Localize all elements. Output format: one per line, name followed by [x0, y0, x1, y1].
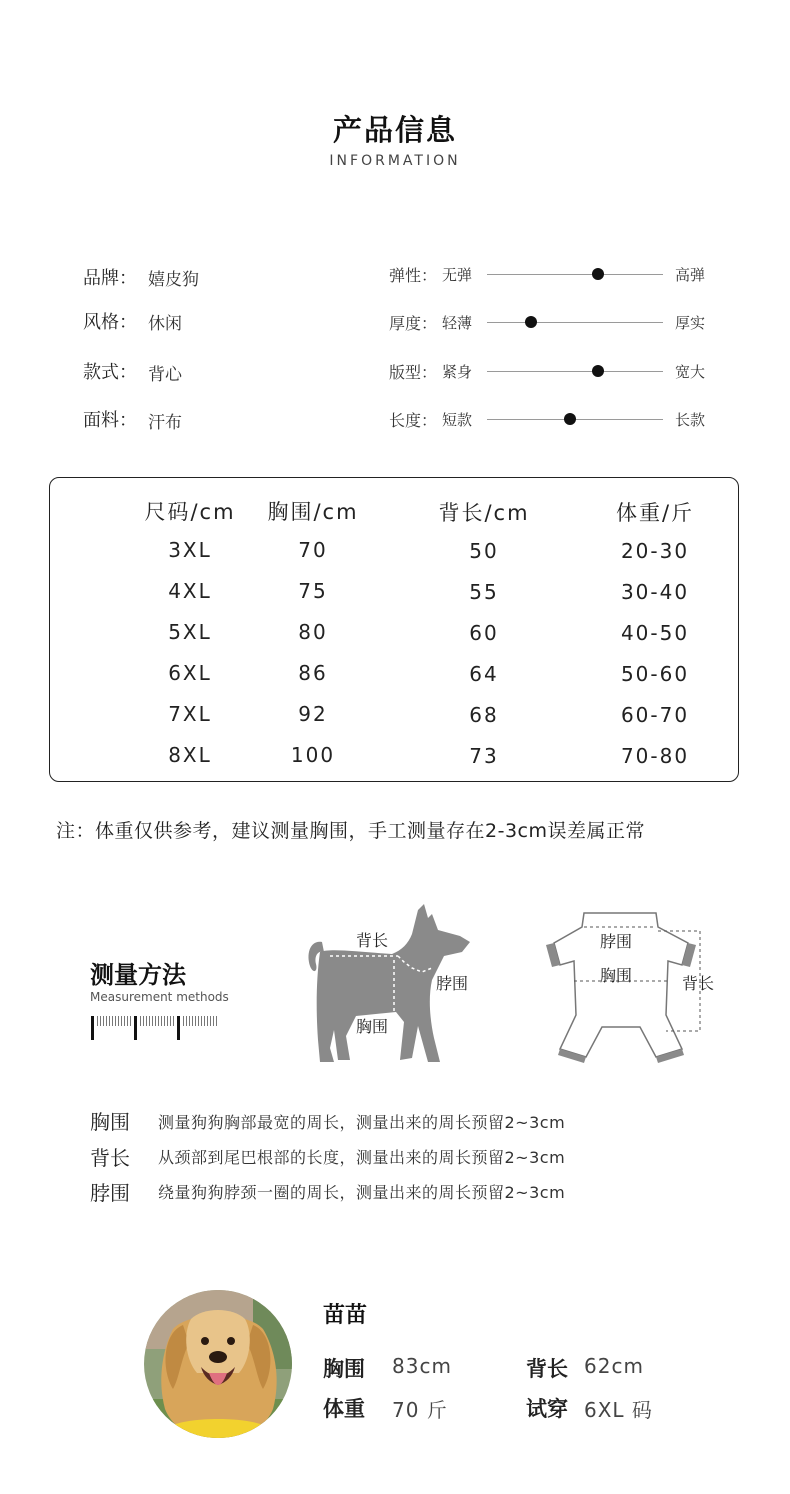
model-stat-label: 背长 — [526, 1357, 568, 1381]
scale-max: 长款 — [675, 411, 706, 429]
garment-label-neck: 脖围 — [600, 932, 633, 951]
table-cell: 20-30 — [620, 539, 690, 563]
table-cell: 73 — [469, 744, 499, 768]
dog-label-neck: 脖围 — [436, 974, 469, 993]
table-header: 胸围/cm — [267, 500, 359, 524]
scale-min: 紧身 — [442, 363, 473, 381]
ruler-icon — [90, 1012, 220, 1042]
definition-text: 从颈部到尾巴根部的长度，测量出来的周长预留2~3cm — [158, 1148, 566, 1167]
scale-label: 弹性： — [389, 266, 438, 285]
model-stat-label: 体重 — [323, 1397, 365, 1421]
garment-measurement-diagram — [540, 905, 730, 1065]
table-header: 体重/斤 — [615, 501, 695, 525]
model-stat-value: 70 斤 — [392, 1398, 448, 1422]
attr-value-brand: 嬉皮狗 — [148, 270, 199, 290]
model-stat-value: 6XL 码 — [584, 1398, 653, 1422]
size-note: 注：体重仅供参考，建议测量胸围，手工测量存在2-3cm误差属正常 — [56, 820, 645, 842]
dog-label-back: 背长 — [356, 931, 389, 950]
scale-dot — [592, 268, 604, 280]
attr-value-type: 背心 — [148, 365, 182, 385]
scale-max: 厚实 — [675, 314, 706, 332]
model-dog-name: 苗苗 — [323, 1303, 368, 1328]
table-cell: 86 — [298, 661, 328, 685]
scale-label: 版型： — [389, 363, 438, 382]
definition-text: 测量狗狗胸部最宽的周长，测量出来的周长预留2~3cm — [158, 1113, 566, 1132]
table-cell: 7XL — [168, 702, 212, 726]
table-cell: 100 — [290, 743, 336, 767]
table-cell: 70 — [298, 538, 328, 562]
garment-label-chest: 胸围 — [600, 966, 633, 985]
model-stat-value: 83cm — [392, 1354, 452, 1378]
table-cell: 64 — [469, 662, 499, 686]
garment-label-back: 背长 — [682, 974, 715, 993]
table-cell: 60-70 — [620, 703, 690, 727]
model-dog-photo — [143, 1289, 293, 1439]
scale-track — [487, 322, 663, 323]
size-table — [49, 477, 739, 782]
table-cell: 60 — [469, 621, 499, 645]
table-cell: 50-60 — [620, 662, 690, 686]
garment-trim-icon — [546, 943, 696, 1063]
table-cell: 8XL — [168, 743, 212, 767]
scale-dot — [564, 413, 576, 425]
dog-label-chest: 胸围 — [356, 1017, 389, 1036]
scale-max: 宽大 — [675, 363, 706, 381]
attr-value-style: 休闲 — [148, 314, 182, 334]
definition-term: 背长 — [90, 1146, 130, 1170]
attr-label-brand: 品牌： — [83, 268, 137, 289]
model-stat-label: 胸围 — [323, 1357, 365, 1381]
table-cell: 75 — [298, 579, 328, 603]
scale-track — [487, 371, 663, 372]
scale-dot — [525, 316, 537, 328]
table-header: 尺码/cm — [144, 500, 236, 524]
scale-min: 无弹 — [442, 266, 473, 284]
attr-label-fabric: 面料： — [83, 410, 137, 431]
scale-track — [487, 419, 663, 420]
dog-measurement-diagram — [300, 900, 490, 1070]
table-cell: 92 — [298, 702, 328, 726]
scale-track — [487, 274, 663, 275]
table-cell: 68 — [469, 703, 499, 727]
table-cell: 5XL — [168, 620, 212, 644]
definition-term: 胸围 — [90, 1110, 130, 1134]
measurement-title: 测量方法 — [90, 961, 186, 989]
table-cell: 6XL — [168, 661, 212, 685]
table-cell: 70-80 — [620, 744, 690, 768]
attr-value-fabric: 汗布 — [148, 413, 182, 433]
model-stat-value: 62cm — [584, 1354, 644, 1378]
page-subtitle: INFORMATION — [329, 153, 461, 169]
scale-label: 厚度： — [389, 314, 438, 333]
attr-label-type: 款式： — [83, 362, 137, 383]
attr-label-style: 风格： — [83, 312, 137, 333]
table-cell: 40-50 — [620, 621, 690, 645]
definition-term: 脖围 — [90, 1181, 130, 1205]
model-stat-label: 试穿 — [526, 1397, 568, 1421]
scale-min: 短款 — [442, 411, 473, 429]
table-cell: 4XL — [168, 579, 212, 603]
table-cell: 50 — [469, 539, 499, 563]
scale-dot — [592, 365, 604, 377]
table-cell: 30-40 — [620, 580, 690, 604]
definition-text: 绕量狗狗脖颈一圈的周长，测量出来的周长预留2~3cm — [158, 1183, 566, 1202]
page-title: 产品信息 — [332, 113, 457, 147]
scale-label: 长度： — [389, 411, 438, 430]
table-cell: 80 — [298, 620, 328, 644]
scale-max: 高弹 — [675, 266, 706, 284]
table-header: 背长/cm — [438, 501, 530, 525]
scale-min: 轻薄 — [442, 314, 473, 332]
table-cell: 3XL — [168, 538, 212, 562]
table-cell: 55 — [469, 580, 499, 604]
measurement-subtitle: Measurement methods — [90, 990, 229, 1004]
